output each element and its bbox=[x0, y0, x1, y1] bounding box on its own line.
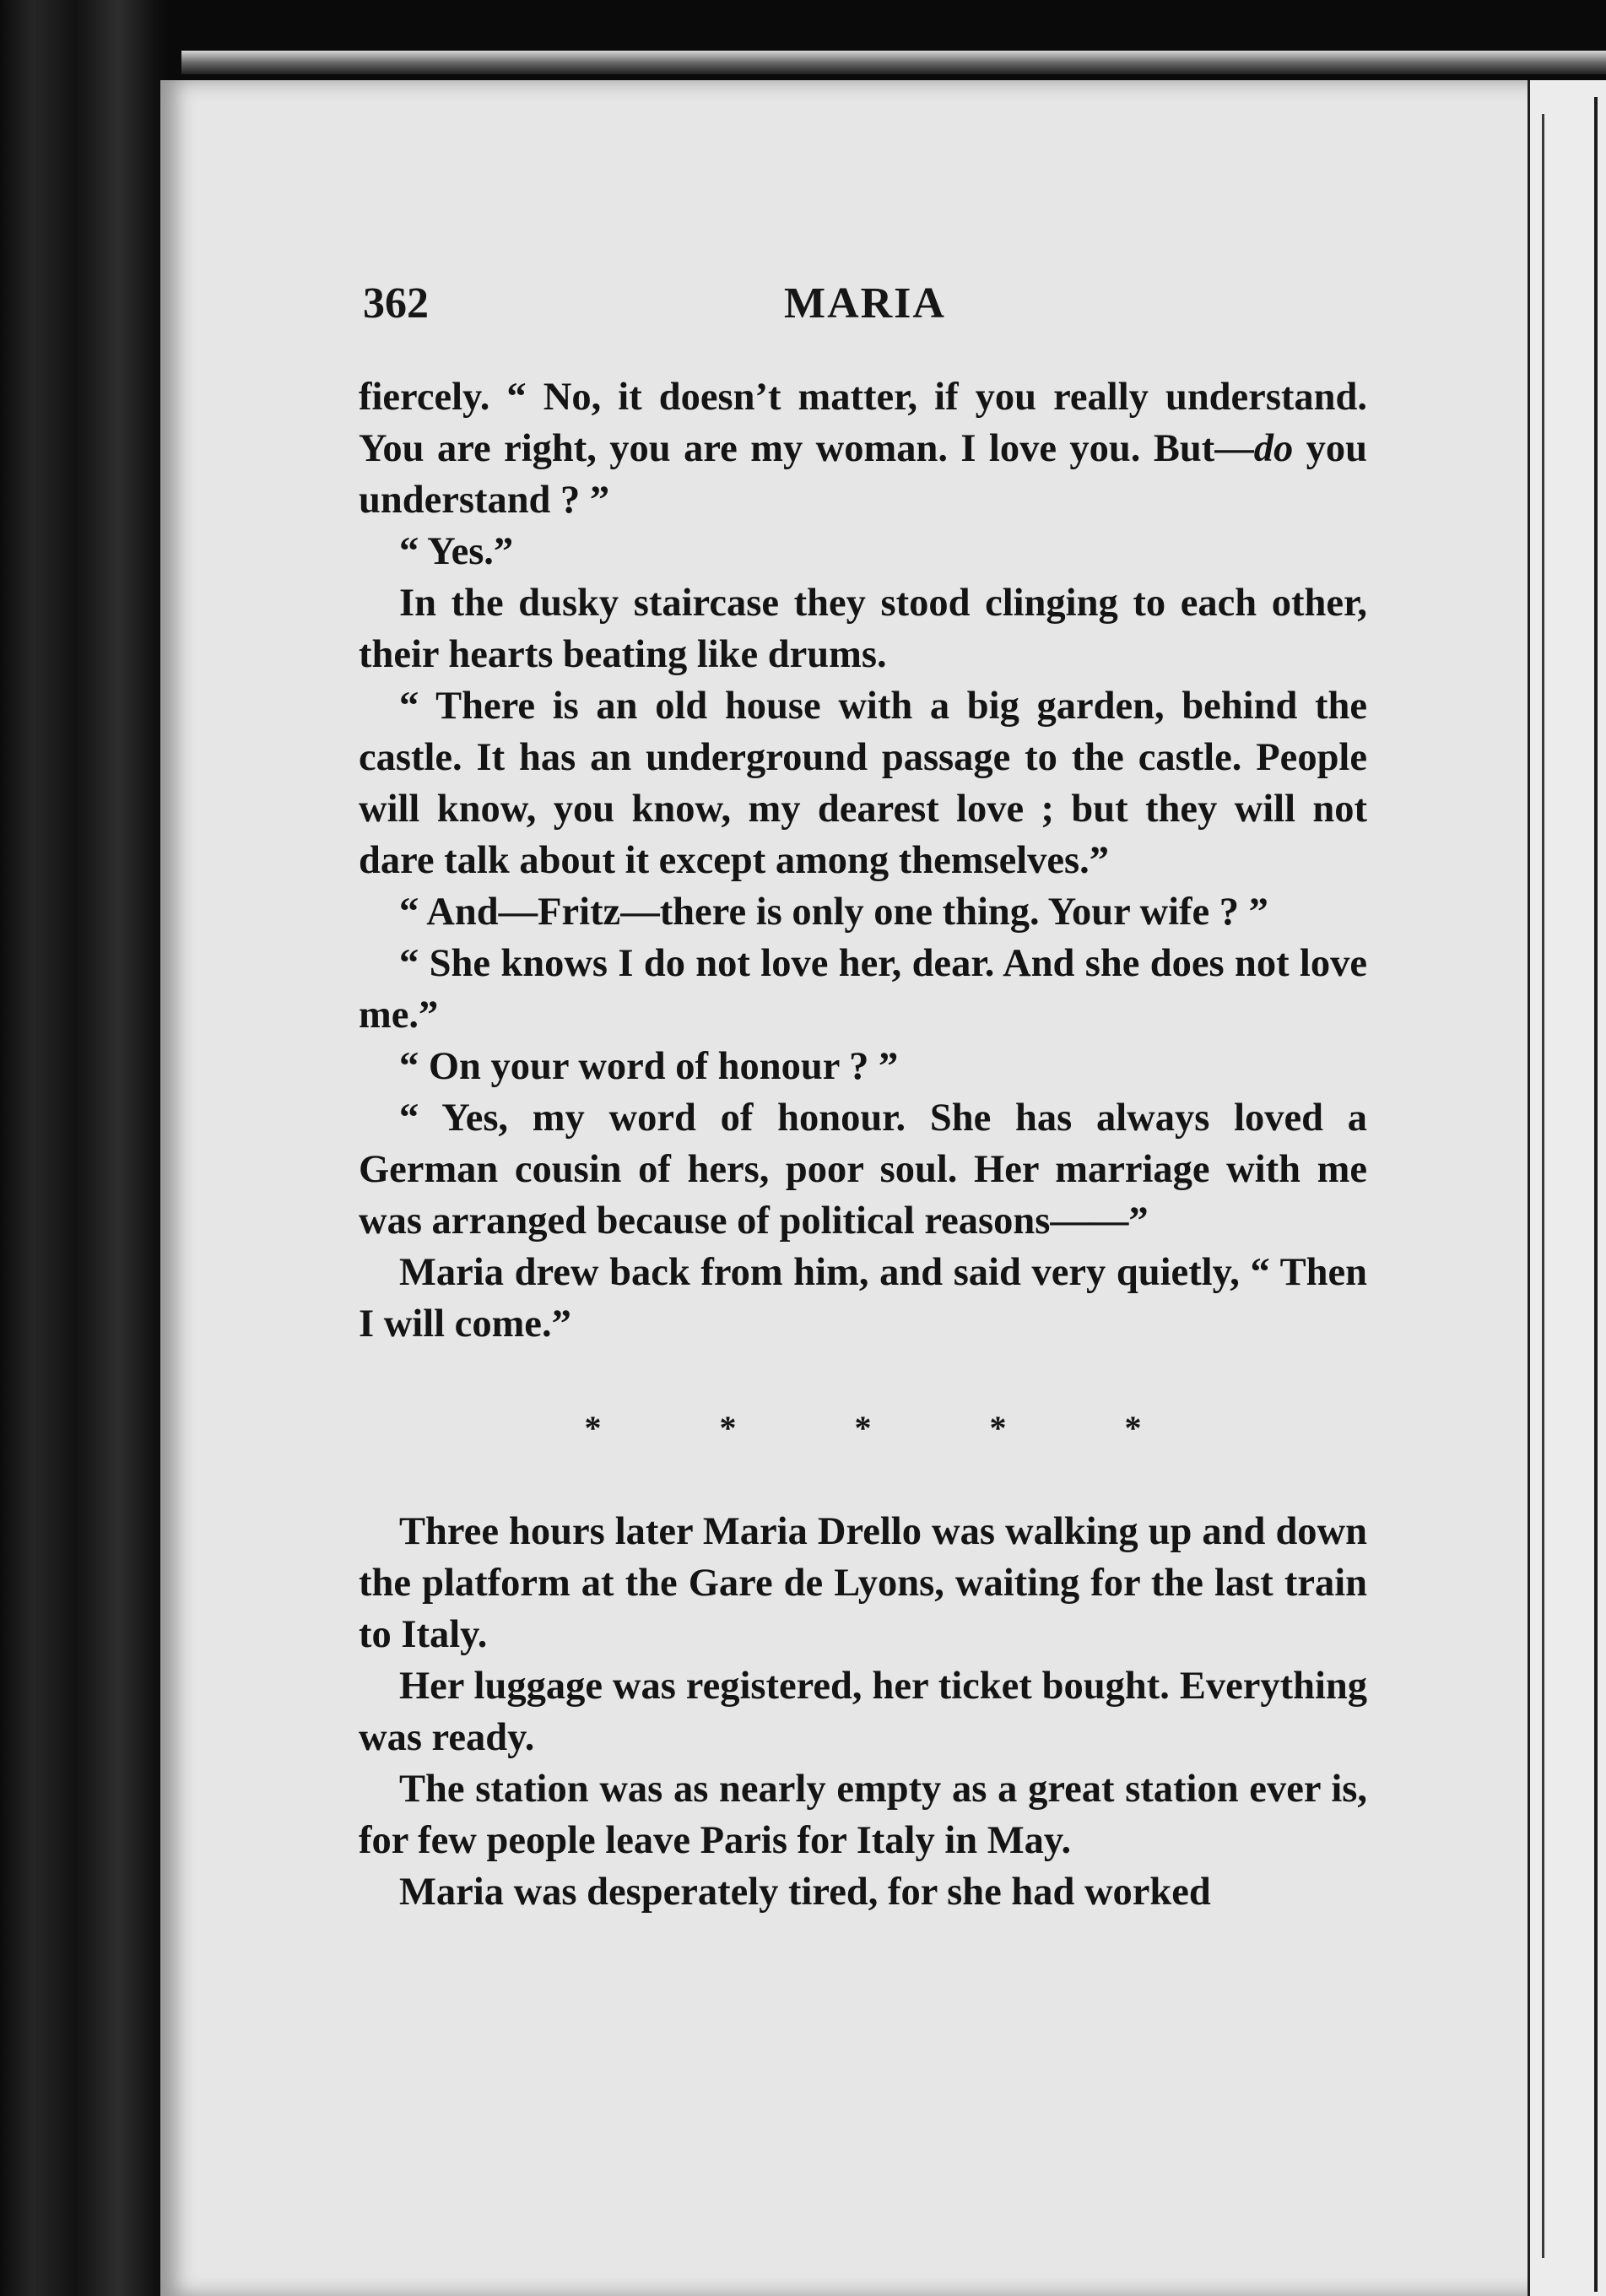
paragraph-text: you understand ? ” bbox=[359, 427, 1367, 522]
page-edge-line bbox=[1542, 114, 1544, 2258]
emphasis-text: do bbox=[1253, 427, 1294, 470]
section-break-star: * bbox=[719, 1409, 737, 1447]
paragraph: Maria was desperately tired, for she had worked bbox=[399, 1871, 1211, 1914]
running-title: MARIA bbox=[784, 279, 946, 328]
paragraph: “ She knows I do not love her, dear. And she does not love me.” bbox=[359, 942, 1367, 1037]
paragraph bbox=[359, 371, 1367, 526]
section-break-star: * bbox=[854, 1409, 872, 1447]
running-head bbox=[363, 279, 1367, 346]
paragraph: Her luggage was registered, her ticket bought. Everything was ready. bbox=[359, 1665, 1367, 1759]
paragraph: “ On your word of honour ? ” bbox=[399, 1045, 899, 1088]
paragraph: “ Yes, my word of honour. She has always loved a German cousin of hers, poor soul. Her marriage with me was arranged because of political reasons——” bbox=[359, 1097, 1367, 1243]
section-break bbox=[359, 1402, 1367, 1454]
paragraph: Three hours later Maria Drello was walking up and down the platform at the Gare de Lyons, waiting for the last train to Italy. bbox=[359, 1510, 1367, 1656]
body-text bbox=[359, 371, 1367, 1918]
paragraph: Maria drew back from him, and said very quietly, “ Then I will come.” bbox=[359, 1251, 1367, 1346]
scan-top-edge bbox=[181, 51, 1606, 74]
facing-page-edge bbox=[1528, 80, 1606, 2296]
paragraph: In the dusky staircase they stood clinging to each other, their hearts beating like drums. bbox=[359, 582, 1367, 676]
paragraph: “ Yes.” bbox=[399, 530, 514, 573]
section-break-star: * bbox=[584, 1409, 602, 1447]
paragraph: The station was as nearly empty as a great station ever is, for few people leave Paris for Italy in May. bbox=[359, 1768, 1367, 1862]
page-edge-line bbox=[1594, 97, 1598, 2292]
paragraph-text: fiercely. “ No, it doesn’t matter, if you really understand. You are right, you are my woman. I love you. But— bbox=[359, 376, 1367, 470]
page-number: 362 bbox=[363, 279, 429, 328]
section-break-star: * bbox=[1124, 1409, 1142, 1447]
paragraph: “ There is an old house with a big garden, behind the castle. It has an underground passage to the castle. People will know, you know, my dearest love ; but they will not dare talk about it except among themselves.” bbox=[359, 685, 1367, 882]
section-break-star: * bbox=[989, 1409, 1007, 1447]
paragraph: “ And—Fritz—there is only one thing. Your wife ? ” bbox=[399, 891, 1268, 934]
